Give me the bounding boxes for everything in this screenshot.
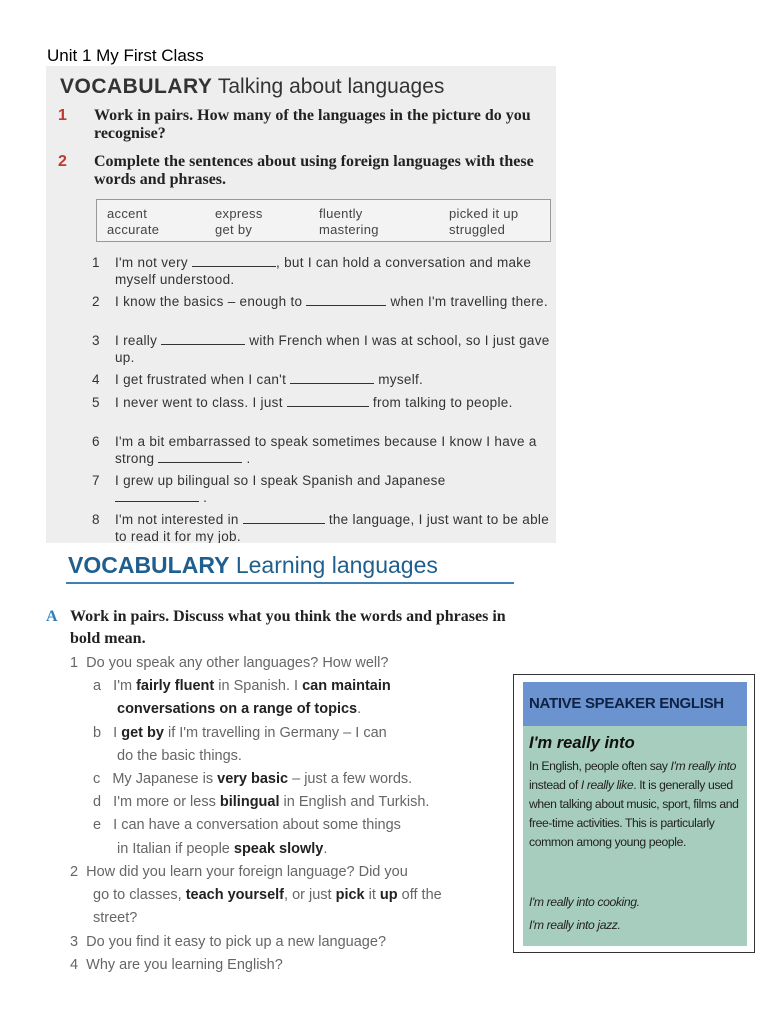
- item-text: I'm more or less: [113, 794, 220, 810]
- body-italic: I really like: [580, 778, 634, 792]
- question-text: street?: [93, 910, 138, 926]
- sentence-number: 2: [92, 294, 100, 309]
- instruction-text: Complete the sentences about using foreign languages with these words and phrases.: [94, 153, 534, 188]
- section1-title-rest: Talking about languages: [217, 75, 445, 98]
- body-text: instead of: [529, 778, 581, 792]
- question-1-item-d: [93, 793, 429, 811]
- sentence-text: .: [246, 451, 251, 466]
- word-option: picked it up: [449, 206, 519, 221]
- sentence-text: I know the basics – enough to: [115, 294, 303, 309]
- bold-phrase: conversations on a range of topics: [117, 701, 358, 717]
- bold-phrase: pick: [335, 887, 365, 903]
- sentence-number: 4: [92, 372, 100, 387]
- bold-phrase: bilingual: [219, 794, 280, 810]
- question-text: How did you learn your foreign language? Did you: [86, 864, 408, 880]
- section1-title: [60, 75, 444, 99]
- item-text: .: [357, 701, 362, 717]
- question-1-item-c: [93, 770, 412, 788]
- answer-blank[interactable]: [161, 344, 245, 345]
- sentence-number: 1: [92, 255, 100, 270]
- sentence-text: I'm a bit embarrassed to speak sometimes because I know I have a strong: [115, 434, 537, 466]
- sentence-item: [92, 332, 554, 366]
- answer-blank[interactable]: [192, 266, 276, 267]
- item-letter: c: [93, 771, 101, 787]
- question-1: [70, 654, 388, 672]
- question-1-item-e-line2: [117, 840, 327, 858]
- answer-blank[interactable]: [243, 523, 325, 524]
- item-text: if I'm travelling in Germany – I can: [163, 725, 387, 741]
- question-text: off the: [397, 887, 442, 903]
- item-text: I: [113, 725, 122, 741]
- body-italic: I'm really into: [670, 759, 736, 773]
- instruction-text: Work in pairs. Discuss what you think the words and phrases in bold mean.: [70, 608, 506, 647]
- native-speaker-subtitle: I'm really into: [529, 734, 635, 752]
- body-text: . It is generally used when talking about music, sport, films and free-time activities. This is particularly common among young people.: [529, 778, 739, 849]
- question-2-line3: [93, 909, 137, 927]
- sentence-text: from talking to people.: [372, 395, 513, 410]
- section2-divider: [66, 582, 514, 584]
- sentence-number: 6: [92, 434, 100, 449]
- question-3: [70, 933, 386, 951]
- item-letter: a: [93, 678, 102, 694]
- sentence-text: I never went to class. I just: [115, 395, 283, 410]
- sentence-item: [92, 433, 554, 467]
- question-text: go to classes,: [93, 887, 186, 903]
- sentence-item: [92, 511, 554, 543]
- instruction-number: 1: [58, 107, 67, 124]
- sentence-number: 5: [92, 395, 100, 410]
- question-2: [70, 863, 408, 881]
- question-text: Do you find it easy to pick up a new language?: [86, 934, 387, 950]
- bold-phrase: teach yourself: [185, 887, 285, 903]
- sentence-text: myself.: [378, 372, 424, 387]
- question-number: 1: [70, 655, 79, 671]
- word-option: accurate: [107, 222, 160, 237]
- bold-phrase: speak slowly: [233, 841, 324, 857]
- section2-title-rest: Learning languages: [235, 552, 438, 578]
- sentence-text: .: [203, 490, 208, 505]
- question-2-line2: [93, 886, 442, 904]
- question-4: [70, 956, 283, 974]
- word-option: accent: [107, 206, 148, 221]
- question-text: it: [364, 887, 380, 903]
- bold-phrase: get by: [121, 725, 164, 741]
- sentence-number: 7: [92, 473, 100, 488]
- word-option: express: [215, 206, 263, 221]
- answer-blank[interactable]: [290, 383, 374, 384]
- item-letter: d: [93, 794, 102, 810]
- item-letter: b: [93, 725, 102, 741]
- item-text: in Italian if people: [117, 841, 234, 857]
- instruction-text: Work in pairs. How many of the languages in the picture do you recognise?: [94, 107, 531, 142]
- section2-title-bold: VOCABULARY: [68, 552, 230, 578]
- bold-phrase: up: [379, 887, 398, 903]
- word-option: struggled: [449, 222, 506, 237]
- item-text: in Spanish. I: [214, 678, 303, 694]
- sentence-item: [92, 394, 554, 411]
- native-speaker-box: [513, 674, 755, 953]
- native-speaker-body: [529, 757, 747, 852]
- sentence-item: [92, 371, 554, 388]
- item-text: .: [323, 841, 328, 857]
- native-speaker-header: NATIVE SPEAKER ENGLISH: [523, 682, 747, 726]
- item-text: – just a few words.: [288, 771, 413, 787]
- bold-phrase: fairly fluent: [136, 678, 215, 694]
- item-text: I'm: [113, 678, 137, 694]
- answer-blank[interactable]: [115, 501, 199, 502]
- question-1-item-e: [93, 816, 401, 834]
- instruction-1: [58, 107, 554, 143]
- body-text: In English, people often say: [529, 759, 671, 773]
- sentence-text: the language, I just want to be able to read it for my job.: [115, 512, 550, 543]
- section1-title-bold: VOCABULARY: [60, 75, 213, 98]
- item-text: I can have a conversation about some things: [113, 817, 401, 833]
- sentence-number: 8: [92, 512, 100, 527]
- sentence-text: I grew up bilingual so I speak Spanish and Japanese: [115, 473, 446, 488]
- word-option: fluently: [319, 206, 363, 221]
- sentence-text: I really: [115, 333, 158, 348]
- question-1-item-a: [93, 677, 391, 695]
- question-number: 3: [70, 934, 79, 950]
- section2-title: [68, 552, 438, 579]
- vocabulary-learning-panel: [46, 544, 514, 978]
- vocabulary-talking-panel: [46, 66, 556, 543]
- sentence-number: 3: [92, 333, 100, 348]
- sentence-text: I get frustrated when I can't: [115, 372, 287, 387]
- sentence-item: [92, 472, 554, 506]
- item-text: do the basic things.: [117, 748, 242, 764]
- sentence-text: , but I can hold a conversation and make myself understood.: [115, 255, 532, 287]
- sentence-text: I'm not interested in: [115, 512, 239, 527]
- question-text: , or just: [284, 887, 336, 903]
- word-option: get by: [215, 222, 253, 237]
- item-text: in English and Turkish.: [279, 794, 430, 810]
- native-speaker-example: I'm really into cooking.: [529, 895, 640, 909]
- question-1-item-b-line2: [117, 747, 242, 765]
- sentence-text: I'm not very: [115, 255, 188, 270]
- native-speaker-example: I'm really into jazz.: [529, 918, 621, 932]
- item-letter: e: [93, 817, 102, 833]
- word-box: [96, 199, 551, 242]
- page-heading: Unit 1 My First Class: [47, 46, 204, 65]
- instruction-a: [46, 606, 514, 650]
- instruction-2: [58, 153, 554, 189]
- question-1-item-b: [93, 724, 387, 742]
- bold-phrase: can maintain: [302, 678, 391, 694]
- answer-blank[interactable]: [287, 406, 369, 407]
- sentence-item: [92, 254, 554, 288]
- question-1-item-a-line2: [117, 700, 361, 718]
- sentence-item: [92, 293, 554, 310]
- sentence-text: with French when I was at school, so I just gave up.: [115, 333, 550, 365]
- native-speaker-panel: [523, 682, 747, 946]
- answer-blank[interactable]: [158, 462, 242, 463]
- question-number: 4: [70, 957, 79, 973]
- bold-phrase: very basic: [217, 771, 289, 787]
- instruction-letter: A: [46, 608, 58, 625]
- sentence-text: when I'm travelling there.: [390, 294, 548, 309]
- instruction-number: 2: [58, 153, 67, 170]
- question-number: 2: [70, 864, 79, 880]
- item-text: My Japanese is: [112, 771, 218, 787]
- answer-blank[interactable]: [306, 305, 386, 306]
- question-text: Why are you learning English?: [86, 957, 283, 973]
- word-option: mastering: [319, 222, 379, 237]
- question-text: Do you speak any other languages? How well?: [86, 655, 389, 671]
